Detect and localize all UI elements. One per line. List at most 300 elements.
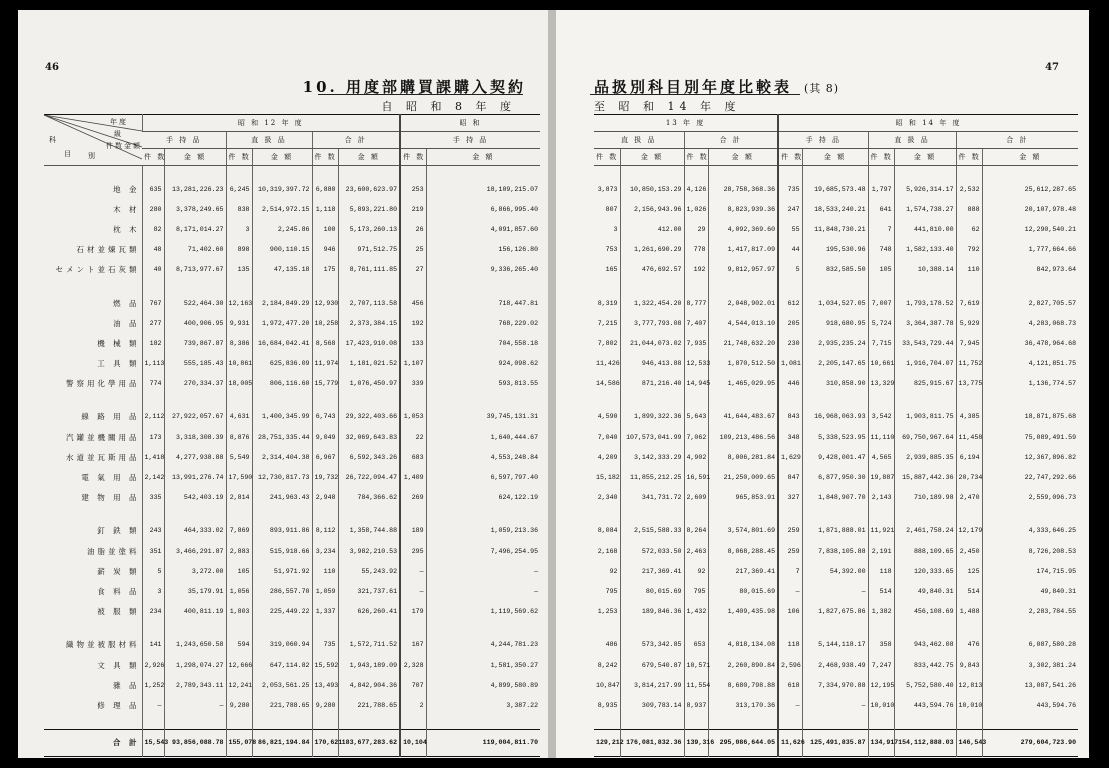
- value-cell: 4,565: [868, 447, 894, 467]
- value-cell: 1,059,213.36: [426, 521, 540, 541]
- value-cell: —: [802, 581, 868, 601]
- value-cell: 5,549: [226, 447, 252, 467]
- value-cell: 2,245.86: [252, 219, 312, 239]
- count-header: 件 数: [400, 149, 426, 166]
- value-cell: 4,209: [597, 453, 618, 461]
- value-cell: 1,793,178.52: [894, 293, 956, 313]
- value-cell: 3,982,210.53: [338, 541, 400, 561]
- value-cell: 514: [956, 581, 982, 601]
- value-cell: 192: [400, 313, 426, 333]
- value-cell: 5,929: [956, 313, 982, 333]
- value-cell: 26: [400, 219, 426, 239]
- spacer-cell: [982, 508, 1078, 521]
- subject-label: 科: [49, 136, 58, 144]
- value-cell: 8,935: [597, 701, 618, 709]
- spacer-cell: [44, 716, 142, 730]
- value-cell: 924,098.62: [426, 354, 540, 374]
- value-cell: 247: [778, 199, 802, 219]
- table-row: [44, 581, 540, 601]
- total-header: 合 計: [956, 132, 1078, 149]
- value-cell: 13,329: [868, 374, 894, 394]
- value-cell: 6,194: [956, 447, 982, 467]
- amount-header: 金 額: [620, 149, 684, 166]
- value-cell: 1,136,774.57: [982, 374, 1078, 394]
- value-cell: 767: [142, 293, 164, 313]
- value-cell: 707: [400, 675, 426, 695]
- spacer-cell: [982, 280, 1078, 293]
- table-row: [44, 521, 540, 541]
- value-cell: 40: [142, 260, 164, 280]
- spacer-cell: [894, 622, 956, 635]
- value-cell: 1,797: [868, 179, 894, 199]
- value-cell: 1,465,029.95: [708, 374, 778, 394]
- table-row: [44, 561, 540, 581]
- spacer-cell: [164, 508, 226, 521]
- value-cell: 29,322,403.66: [338, 407, 400, 427]
- spacer-cell: [426, 166, 540, 180]
- value-cell: 16,591: [684, 467, 708, 487]
- left-page-title: 10. 用度部購買課購入契約: [302, 78, 526, 96]
- value-cell: 179: [400, 602, 426, 622]
- value-cell: —: [778, 695, 802, 715]
- value-cell: 348: [778, 427, 802, 447]
- value-cell: 3,272.00: [164, 561, 226, 581]
- spacer-cell: [956, 394, 982, 407]
- value-cell: 49,840.31: [982, 581, 1078, 601]
- value-cell: 4,121,851.75: [982, 354, 1078, 374]
- spacer-cell: [868, 716, 894, 730]
- item-name: 建 物 用 品: [81, 493, 140, 503]
- value-cell: 10,010: [956, 695, 982, 715]
- table-row: [44, 219, 540, 239]
- value-cell: —: [426, 581, 540, 601]
- value-cell: 1,026: [684, 199, 708, 219]
- total-row: [594, 729, 1078, 756]
- spacer-cell: [868, 394, 894, 407]
- value-cell: 8,264: [684, 521, 708, 541]
- spacer-cell: [142, 716, 164, 730]
- spacer-cell: [868, 280, 894, 293]
- count-header: 件 数: [684, 149, 708, 166]
- table-row: [44, 427, 540, 447]
- value-cell: 133: [400, 333, 426, 353]
- value-cell: 9,280: [312, 695, 338, 715]
- fy13-header: 13 年 度: [594, 115, 778, 132]
- item-name: 電 氣 用 品: [81, 473, 140, 483]
- value-cell: 44: [778, 240, 802, 260]
- total-header: 合 計: [312, 132, 400, 149]
- value-cell: 626,260.41: [338, 602, 400, 622]
- value-cell: 2,515,588.33: [620, 521, 684, 541]
- value-cell: 12,367,896.82: [982, 447, 1078, 467]
- value-cell: —: [778, 581, 802, 601]
- table-row: [594, 447, 1078, 467]
- value-cell: 443,594.76: [894, 695, 956, 715]
- value-cell: 898: [226, 240, 252, 260]
- value-cell: 10,847: [596, 681, 620, 689]
- count-header: 件 数: [956, 149, 982, 166]
- value-cell: 106: [778, 602, 802, 622]
- value-cell: 55,243.92: [338, 561, 400, 581]
- table-row: [594, 240, 1078, 260]
- value-cell: 888,109.65: [894, 541, 956, 561]
- value-cell: 476,692.57: [620, 260, 684, 280]
- table-row: [44, 354, 540, 374]
- class-label: 級: [114, 130, 123, 138]
- value-cell: 10,661: [868, 354, 894, 374]
- total-cell: 119,004,811.70: [426, 729, 540, 756]
- value-cell: 555,185.43: [164, 354, 226, 374]
- value-cell: 11,752: [956, 354, 982, 374]
- table-row: [594, 695, 1078, 715]
- value-cell: 2,939,885.35: [894, 447, 956, 467]
- item-name: 枕 木: [113, 224, 140, 234]
- spacer-cell: [982, 166, 1078, 180]
- value-cell: 18,871,875.68: [982, 407, 1078, 427]
- table-row: [44, 374, 540, 394]
- value-cell: 2,143: [868, 488, 894, 508]
- spacer-cell: [142, 166, 164, 180]
- item-name: 線 路 用 品: [81, 412, 140, 422]
- table-row: [594, 561, 1078, 581]
- value-cell: 1,871,888.01: [802, 521, 868, 541]
- value-cell: 8,068,288.45: [708, 541, 778, 561]
- value-cell: 15,182: [596, 474, 620, 482]
- value-cell: 476: [956, 635, 982, 655]
- value-cell: 1,243,650.58: [164, 635, 226, 655]
- value-cell: 5,338,523.95: [802, 427, 868, 447]
- value-cell: 1,053: [400, 407, 426, 427]
- value-cell: 295: [400, 541, 426, 561]
- value-cell: 82: [142, 219, 164, 239]
- item-name: 木 材: [113, 204, 140, 214]
- spacer-cell: [312, 508, 338, 521]
- item-name: 石材並煉瓦類: [76, 245, 140, 255]
- value-cell: 778: [684, 240, 708, 260]
- group-spacer: [44, 280, 540, 293]
- table-row: [594, 581, 1078, 601]
- total-cell: 176,081,832.36: [620, 729, 684, 756]
- spacer-cell: [868, 166, 894, 180]
- direct-header: 直 扱 品: [868, 132, 956, 149]
- value-cell: 10,319,397.72: [252, 179, 312, 199]
- value-cell: 8,726,208.53: [982, 541, 1078, 561]
- value-cell: 5,173,260.13: [338, 219, 400, 239]
- value-cell: 3: [226, 219, 252, 239]
- spacer-cell: [164, 394, 226, 407]
- value-cell: 105: [868, 260, 894, 280]
- value-cell: 2,260,890.84: [708, 655, 778, 675]
- spacer-cell: [594, 280, 620, 293]
- total-cell: 86,821,194.84: [252, 729, 312, 756]
- value-cell: 313,170.36: [708, 695, 778, 715]
- value-cell: 4,553,248.84: [426, 447, 540, 467]
- table-row: [594, 407, 1078, 427]
- value-cell: 635: [142, 179, 164, 199]
- fy-next-header: 昭 和: [400, 115, 540, 132]
- spacer-cell: [426, 622, 540, 635]
- value-cell: 1,059: [312, 581, 338, 601]
- value-cell: 321,737.61: [338, 581, 400, 601]
- value-cell: 625,836.09: [252, 354, 312, 374]
- spacer-cell: [894, 716, 956, 730]
- value-cell: 2,468,938.49: [802, 655, 868, 675]
- spacer-cell: [226, 394, 252, 407]
- value-cell: 12,730,817.73: [252, 467, 312, 487]
- spacer-cell: [684, 622, 708, 635]
- spacer-cell: [594, 508, 620, 521]
- value-cell: 522,464.30: [164, 293, 226, 313]
- spacer-cell: [426, 280, 540, 293]
- value-cell: 871,216.40: [620, 374, 684, 394]
- value-cell: 16,968,063.93: [802, 407, 868, 427]
- value-cell: 13,775: [956, 374, 982, 394]
- value-cell: 683: [400, 447, 426, 467]
- value-cell: 888: [956, 199, 982, 219]
- value-cell: 17,423,910.08: [338, 333, 400, 353]
- value-cell: 3,302,381.24: [982, 655, 1078, 675]
- value-cell: 217,369.41: [620, 561, 684, 581]
- value-cell: 20,734: [956, 467, 982, 487]
- spacer-cell: [44, 166, 142, 180]
- value-cell: 2,559,096.73: [982, 488, 1078, 508]
- spacer-cell: [312, 716, 338, 730]
- spacer-cell: [894, 508, 956, 521]
- value-cell: 1,943,189.09: [338, 655, 400, 675]
- value-cell: 7,407: [684, 313, 708, 333]
- value-cell: 23,600,623.97: [338, 179, 400, 199]
- table-row: [44, 655, 540, 675]
- value-cell: 2,463: [684, 541, 708, 561]
- value-cell: 8,386: [226, 333, 252, 353]
- value-cell: 55: [778, 219, 802, 239]
- spacer-cell: [142, 280, 164, 293]
- spacer-cell: [400, 280, 426, 293]
- value-cell: 3,574,801.69: [708, 521, 778, 541]
- value-cell: 18,533,240.21: [802, 199, 868, 219]
- value-cell: 1,409: [400, 467, 426, 487]
- value-cell: —: [400, 561, 426, 581]
- right-title-text: 品扱別科目別年度比較表: [594, 78, 793, 96]
- spacer-cell: [802, 280, 868, 293]
- value-cell: 653: [684, 635, 708, 655]
- value-cell: 2,514,972.15: [252, 199, 312, 219]
- value-cell: 19,732: [312, 467, 338, 487]
- value-cell: 2,948: [312, 488, 338, 508]
- table-row: [594, 179, 1078, 199]
- value-cell: 965,853.91: [708, 488, 778, 508]
- value-cell: 4,631: [226, 407, 252, 427]
- total-header: 合 計: [684, 132, 778, 149]
- table-row: [594, 260, 1078, 280]
- value-cell: 3,142,333.29: [620, 447, 684, 467]
- spacer-cell: [226, 166, 252, 180]
- value-cell: 241,963.43: [252, 488, 312, 508]
- total-cell: 10,104: [400, 729, 426, 756]
- value-cell: 9,280: [226, 695, 252, 715]
- total-cell: 183,677,283.62: [338, 729, 400, 756]
- spacer-cell: [44, 280, 142, 293]
- spacer-cell: [44, 394, 142, 407]
- value-cell: 514: [868, 581, 894, 601]
- table-row: [44, 488, 540, 508]
- spacer-cell: [868, 508, 894, 521]
- value-cell: 5,724: [868, 313, 894, 333]
- value-cell: 259: [778, 541, 802, 561]
- value-cell: 47,135.18: [252, 260, 312, 280]
- value-cell: 7,802: [597, 339, 618, 347]
- value-cell: 748: [868, 240, 894, 260]
- item-name: 地 金: [113, 184, 140, 194]
- spacer-cell: [894, 394, 956, 407]
- value-cell: 2,883: [226, 541, 252, 561]
- value-cell: 173: [142, 427, 164, 447]
- value-cell: 25: [400, 240, 426, 260]
- value-cell: 1,870,512.50: [708, 354, 778, 374]
- value-cell: 80,015.69: [708, 581, 778, 601]
- value-cell: 156,126.80: [426, 240, 540, 260]
- value-cell: 704,558.18: [426, 333, 540, 353]
- value-cell: 92: [684, 561, 708, 581]
- value-cell: 1,903,811.75: [894, 407, 956, 427]
- value-cell: 400,811.19: [164, 602, 226, 622]
- value-cell: 4,544,013.10: [708, 313, 778, 333]
- value-cell: 175: [312, 260, 338, 280]
- value-cell: 1,358,744.88: [338, 521, 400, 541]
- spacer-cell: [594, 166, 620, 180]
- value-cell: 7: [778, 561, 802, 581]
- value-cell: 36,478,964.68: [982, 333, 1078, 353]
- value-cell: 75,089,491.59: [982, 427, 1078, 447]
- direct-header: 直 扱 品: [594, 132, 684, 149]
- spacer-cell: [708, 280, 778, 293]
- value-cell: 10,258: [312, 313, 338, 333]
- value-cell: —: [142, 695, 164, 715]
- value-cell: 7,062: [684, 427, 708, 447]
- spacer-cell: [400, 166, 426, 180]
- value-cell: 3,466,291.87: [164, 541, 226, 561]
- value-cell: 4,818,134.08: [708, 635, 778, 655]
- value-cell: 107,573,041.99: [620, 427, 684, 447]
- value-cell: 2,283,784.55: [982, 602, 1078, 622]
- value-cell: 358: [868, 635, 894, 655]
- value-cell: 1,572,711.52: [338, 635, 400, 655]
- value-cell: 12,195: [868, 675, 894, 695]
- spacer-cell: [684, 716, 708, 730]
- value-cell: 5,144,118.17: [802, 635, 868, 655]
- value-cell: 6,592,343.26: [338, 447, 400, 467]
- spacer-cell: [956, 716, 982, 730]
- item-label: 目: [64, 150, 73, 158]
- value-cell: 1,629: [778, 447, 802, 467]
- value-cell: 3: [142, 581, 164, 601]
- year-label: 年度: [110, 118, 128, 126]
- value-cell: 2,112: [142, 407, 164, 427]
- value-cell: 572,033.50: [620, 541, 684, 561]
- value-cell: 49,840.31: [894, 581, 956, 601]
- value-cell: 3,387.22: [426, 695, 540, 715]
- value-cell: 2,142: [142, 467, 164, 487]
- table-row: [594, 467, 1078, 487]
- value-cell: 6,743: [312, 407, 338, 427]
- table-row: [44, 541, 540, 561]
- value-cell: 11,554: [684, 675, 708, 695]
- value-cell: 9,428,001.47: [802, 447, 868, 467]
- value-cell: 5,893,221.80: [338, 199, 400, 219]
- value-cell: 735: [778, 179, 802, 199]
- value-cell: 971,512.75: [338, 240, 400, 260]
- spacer-cell: [226, 280, 252, 293]
- value-cell: 739,867.87: [164, 333, 226, 353]
- total-cell: 170,621: [312, 729, 338, 756]
- spacer-cell: [620, 716, 684, 730]
- value-cell: 7,215: [597, 319, 618, 327]
- spacer-cell: [778, 508, 802, 521]
- spacer-cell: [252, 394, 312, 407]
- value-cell: 2,935,235.24: [802, 333, 868, 353]
- value-cell: 27: [400, 260, 426, 280]
- value-cell: 8,680,798.88: [708, 675, 778, 695]
- value-cell: 1,322,454.20: [620, 293, 684, 313]
- value-cell: 7,007: [868, 293, 894, 313]
- value-cell: 443,594.76: [982, 695, 1078, 715]
- value-cell: 825,915.67: [894, 374, 956, 394]
- spacer-cell: [894, 166, 956, 180]
- table-row: [594, 602, 1078, 622]
- value-cell: 768,229.02: [426, 313, 540, 333]
- value-cell: 2,156,943.96: [620, 199, 684, 219]
- value-cell: 8,084: [597, 527, 618, 535]
- spacer-cell: [44, 622, 142, 635]
- total-cell: 125,491,835.87: [802, 729, 868, 756]
- right-page-number: 47: [1045, 62, 1059, 73]
- spacer-cell: [684, 166, 708, 180]
- spacer-cell: [778, 716, 802, 730]
- spacer-cell: [620, 166, 684, 180]
- value-cell: 6,880: [312, 179, 338, 199]
- value-cell: 259: [778, 521, 802, 541]
- value-cell: 8,171,014.27: [164, 219, 226, 239]
- value-cell: 8,876: [226, 427, 252, 447]
- value-cell: 243: [142, 521, 164, 541]
- value-cell: 2,926: [142, 655, 164, 675]
- value-cell: 7: [868, 219, 894, 239]
- value-cell: 893,911.86: [252, 521, 312, 541]
- value-cell: 718,447.81: [426, 293, 540, 313]
- value-cell: 1,261,690.29: [620, 240, 684, 260]
- group-spacer: [44, 166, 540, 180]
- spacer-cell: [982, 622, 1078, 635]
- value-cell: 806,116.60: [252, 374, 312, 394]
- value-cell: —: [802, 695, 868, 715]
- value-cell: 2,328: [400, 655, 426, 675]
- value-cell: 309,783.14: [620, 695, 684, 715]
- value-cell: 5,643: [684, 407, 708, 427]
- hand-header: 手 持 品: [778, 132, 868, 149]
- value-cell: 28,751,335.44: [252, 427, 312, 447]
- item-name: 警察用化學用品: [66, 379, 140, 389]
- value-cell: 1,899,322.36: [620, 407, 684, 427]
- value-cell: 21,044,073.02: [620, 333, 684, 353]
- left-diagonal-header: [44, 115, 142, 166]
- spacer-cell: [142, 622, 164, 635]
- amount-header: 金 額: [164, 149, 226, 166]
- value-cell: 19,887: [868, 467, 894, 487]
- group-spacer: [44, 394, 540, 407]
- value-cell: 4,902: [684, 447, 708, 467]
- value-cell: 48: [142, 240, 164, 260]
- spacer-cell: [620, 280, 684, 293]
